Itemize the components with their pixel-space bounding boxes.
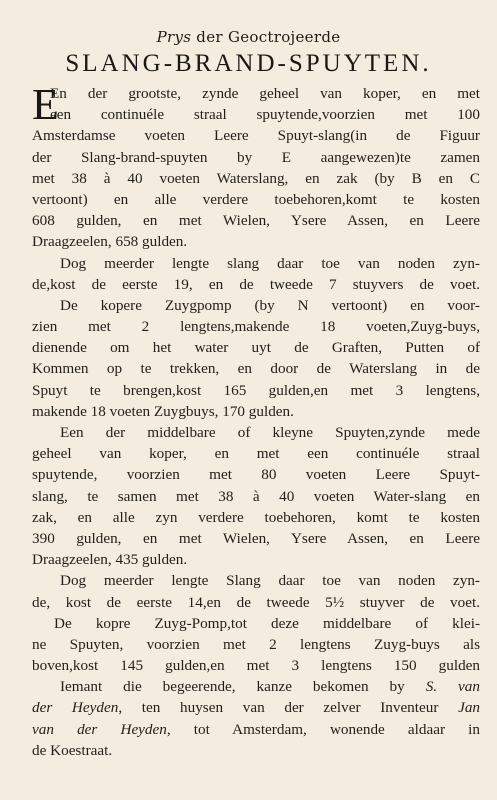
text-run-italic: S. van: [425, 678, 480, 696]
price-header: [0, 28, 497, 46]
text-line: geheel van koper, en met een continuéle straal: [32, 445, 480, 463]
paragraph-1: [32, 80, 480, 253]
text-line: En der grootste, zynde geheel van koper, en met: [50, 85, 480, 102]
paragraph-7: [32, 676, 480, 761]
drop-cap: E: [32, 80, 59, 129]
text-line: Spuyt te brengen,kost 165 gulden,en met 3 lengtens,: [32, 381, 480, 399]
paragraph-3: [32, 295, 480, 422]
text-line: zien met 2 lengtens,makende 18 voeten,Zuyg-buys,: [32, 318, 480, 336]
text-line: Dog meerder lengte Slang daar toe van noden zyn-: [60, 572, 480, 590]
text-run: Iemant die begeerende, kanze bekomen by: [60, 678, 405, 696]
text-line: een continuéle straal spuytende,voorzien met 100: [50, 106, 480, 124]
text-line: Amsterdamse voeten Leere Spuyt-slang(in de Figuur: [32, 127, 480, 145]
text-line: Draagzeelen, 658 gulden.: [32, 233, 188, 251]
text-line: slang, te samen met 38 à 40 voeten Water-slang en: [32, 487, 480, 505]
text-line: 390 gulden, en met Wielen, Ysere Assen, en Leere: [32, 529, 480, 547]
page-title: SLANG-BRAND-SPUYTEN.: [65, 50, 432, 77]
header-word-prys: Prys: [156, 28, 192, 46]
text-line: De kopere Zuygpomp (by N vertoont) en voor-: [60, 296, 480, 314]
text-line: Een der middelbare of kleyne Spuyten,zynde mede: [60, 424, 480, 441]
text-run: , ten huysen van der zelver Inventeur: [118, 699, 439, 717]
paragraph-5: [32, 570, 480, 612]
text-line: [32, 697, 480, 718]
paragraph-4: [32, 422, 480, 570]
text-line: Draagzeelen, 435 gulden.: [32, 551, 188, 569]
text-line: zak, en alle zyn verdere toebehoren, komt te kosten: [32, 508, 480, 526]
text-run: , tot Amsterdam, wonende aldaar in: [166, 720, 480, 738]
text-run-italic: Jan: [458, 699, 480, 717]
paragraph-6: [32, 613, 480, 677]
text-line: Kommen op te trekken, en door de Waterslang in de: [32, 360, 480, 378]
text-line: [32, 676, 480, 697]
header-word-geoctrojeerde: Geoctrojeerde: [227, 28, 341, 46]
text-run-italic: van der Heyden: [32, 720, 167, 738]
text-line: [32, 719, 480, 740]
text-line: vertoont) en alle verdere toebehoren,komt te kosten: [32, 190, 480, 208]
text-run-italic: der Heyden: [32, 699, 119, 717]
text-line: der Slang-brand-spuyten by E aangewezen)te zamen: [32, 148, 480, 166]
text-line: makende 18 voeten Zuygbuys, 170 gulden.: [32, 402, 294, 420]
text-line: de,kost de eerste 19, en de tweede 7 stuyvers de voet.: [32, 275, 480, 293]
text-line: boven,kost 145 gulden,en met 3 lengtens 150 gulden: [32, 657, 480, 675]
paragraph-2: [32, 253, 480, 295]
text-line: Dog meerder lengte slang daar toe van noden zyn-: [60, 254, 480, 272]
text-line: ne Spuyten, voorzien met 2 lengtens Zuyg-buys als: [32, 635, 480, 653]
text-line: spuytende, voorzien met 80 voeten Leere Spuyt-: [32, 466, 480, 484]
text-line: de Koestraat.: [32, 741, 113, 759]
document-body: [32, 80, 480, 761]
text-line: De kopre Zuyg-Pomp,tot deze middelbare of klei-: [54, 614, 480, 632]
header-word-der: der: [196, 28, 223, 46]
text-line: dienende om het water uyt de Graften, Putten of: [32, 339, 480, 357]
text-line: 608 gulden, en met Wielen, Ysere Assen, en Leere: [32, 212, 480, 230]
text-line: de, kost de eerste 14,en de tweede 5½ stuyver de voet.: [32, 593, 480, 611]
text-line: met 38 à 40 voeten Waterslang, en zak (by B en C: [32, 169, 480, 187]
